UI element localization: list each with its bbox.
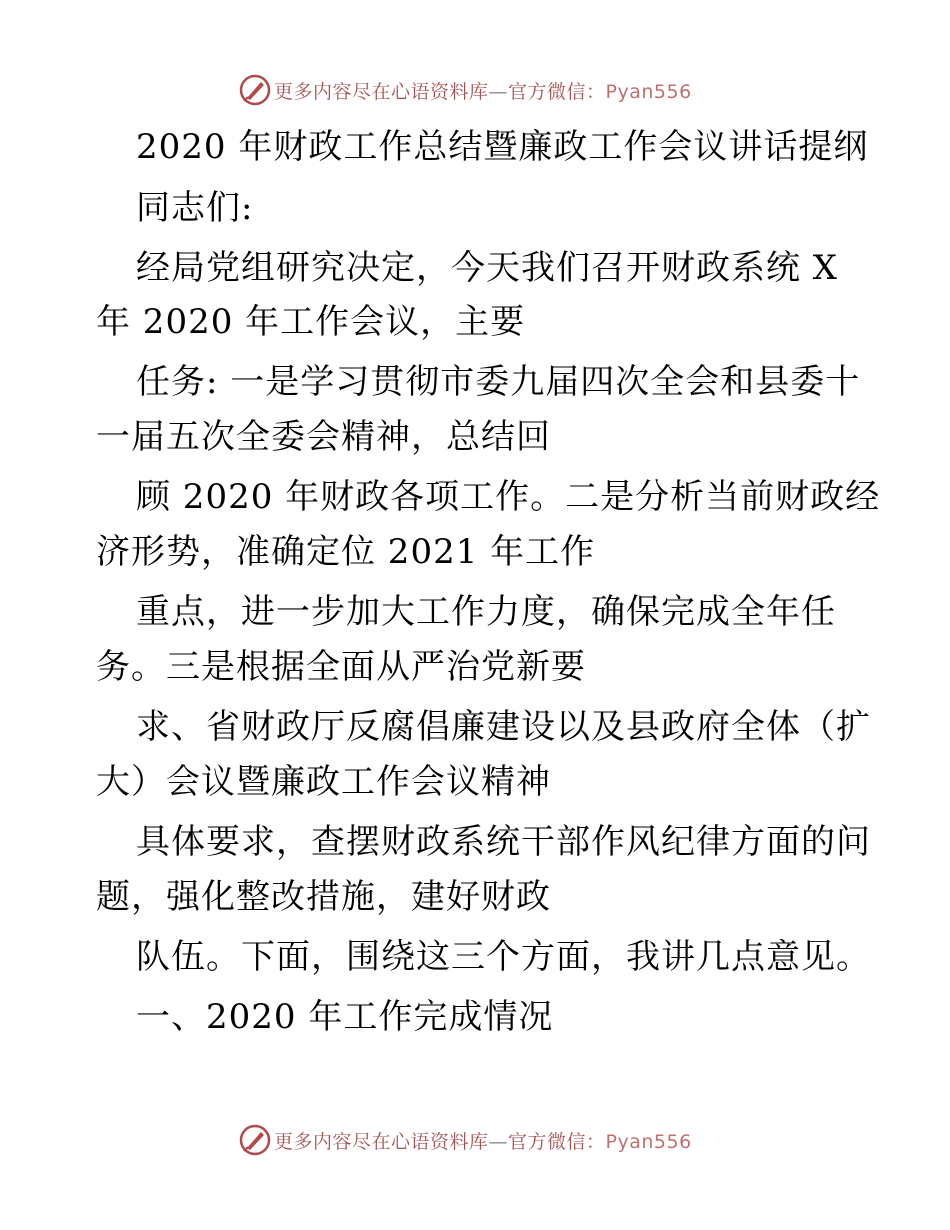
quill-logo-icon [238,73,272,107]
footer-watermark [238,1123,692,1157]
watermark-id: Pyan556 [605,1130,692,1153]
section-heading: 一、2020 年工作完成情况 [136,997,554,1037]
watermark-dash: — [488,80,509,103]
quill-logo-icon [238,1123,272,1157]
body-line: 务。三是根据全面从严治党新要 [96,647,586,687]
body-line: 求、省财政厅反腐倡廉建设以及县政府全体（扩 [136,707,871,747]
body-line: 顾 2020 年财政各项工作。二是分析当前财政经 [136,477,881,517]
body-line: 一届五次全委会精神，总结回 [96,417,551,457]
body-line: 重点，进一步加大工作力度，确保完成全年任 [136,592,836,632]
body-line: 具体要求，查摆财政系统干部作风纪律方面的问 [136,822,871,862]
watermark-contact: 官方微信： [508,1130,606,1153]
header-watermark [238,73,692,107]
watermark-main: 更多内容尽在心语资料库 [274,1130,489,1153]
watermark-contact: 官方微信： [508,80,606,103]
body-line: 经局党组研究决定，今天我们召开财政系统 X [136,248,839,288]
salutation: 同志们: [136,188,254,228]
watermark-text [274,77,692,104]
watermark-dash: — [488,1130,509,1153]
document-title: 2020 年财政工作总结暨廉政工作会议讲话提纲 [136,127,869,167]
body-line: 队伍。下面，围绕这三个方面，我讲几点意见。 [136,937,871,977]
watermark-id: Pyan556 [605,80,692,103]
watermark-text [274,1127,692,1154]
body-line: 年 2020 年工作会议，主要 [96,302,526,342]
watermark-main: 更多内容尽在心语资料库 [274,80,489,103]
body-line: 题，强化整改措施，建好财政 [96,877,551,917]
body-line: 大）会议暨廉政工作会议精神 [96,762,551,802]
body-line: 济形势，准确定位 2021 年工作 [96,532,596,572]
body-line: 任务: 一是学习贯彻市委九届四次全会和县委十 [136,362,861,402]
